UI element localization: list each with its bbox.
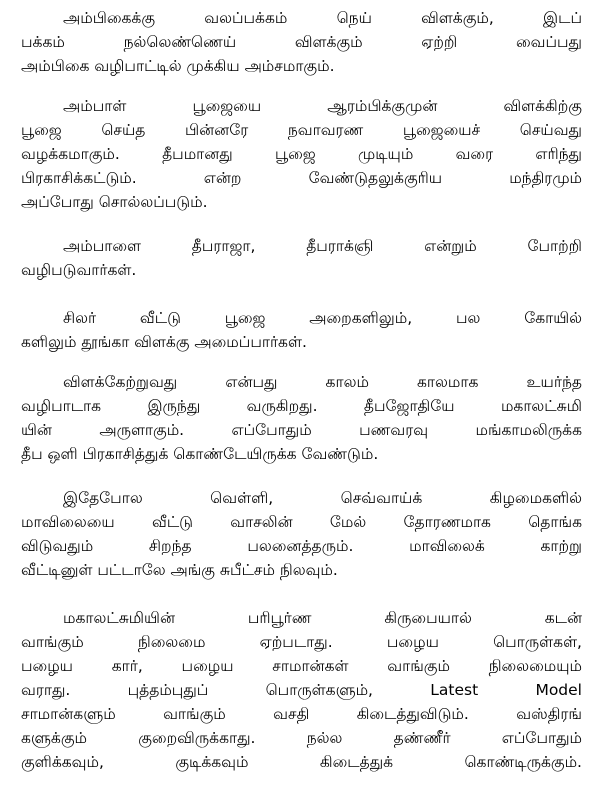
text-line: விடுவதும் சிறந்த பலனைத்தரும். மாவிலைக் காற்று xyxy=(21,537,582,555)
paragraph-4 xyxy=(21,306,582,354)
text-line: பிரகாசிக்கட்டும். என்ற வேண்டுதலுக்குரிய மந்திரமும் xyxy=(21,169,582,187)
text-line: வழிபாடாக இருந்து வருகிறது. தீபஜோதியே மகாலட்சுமி xyxy=(21,397,582,415)
text-line: மகாலட்சுமியின் பரிபூர்ண கிருபையால் கடன் xyxy=(63,609,582,627)
text-line: களிலும் தூங்கா விளக்கு அமைப்பார்கள். xyxy=(21,333,307,351)
paragraph-3 xyxy=(21,234,582,282)
text-line: அம்பாள் பூஜையை ஆரம்பிக்குமுன் விளக்கிற்கு xyxy=(63,97,582,115)
paragraph-5 xyxy=(21,370,582,466)
paragraph-7 xyxy=(21,606,582,774)
text-line: இதேபோல வெள்ளி, செவ்வாய்க் கிழமைகளில் xyxy=(63,489,582,507)
text-line: அம்பிகைக்கு வலப்பக்கம் நெய் விளக்கும், இடப் xyxy=(63,9,582,27)
text-line: களுக்கும் குறைவிருக்காது. நல்ல தண்ணீர் எப்போதும் xyxy=(21,729,582,747)
text-line: வழக்கமாகும். தீபமானது பூஜை முடியும் வரை எரிந்து xyxy=(21,145,582,163)
text-line: அப்போது சொல்லப்படும். xyxy=(21,193,208,211)
paragraph-6 xyxy=(21,486,582,582)
text-line: வீட்டினுள் பட்டாலே அங்கு சுபீட்சம் நிலவும். xyxy=(21,561,338,579)
paragraph-2 xyxy=(21,94,582,214)
text-line: பழைய கார், பழைய சாமான்கள் வாங்கும் நிலைமையும் xyxy=(21,657,582,675)
text-line: சிலர் வீட்டு பூஜை அறைகளிலும், பல கோயில் xyxy=(63,309,582,327)
paragraph-1 xyxy=(21,6,582,78)
text-line: மாவிலையை வீட்டு வாசலின் மேல் தோரணமாக தொங்க xyxy=(21,513,582,531)
text-line: சாமான்களும் வாங்கும் வசதி கிடைத்துவிடும். வஸ்திரங் xyxy=(21,705,582,723)
text-line: பக்கம் நல்லெண்ணெய் விளக்கும் ஏற்றி வைப்பது xyxy=(21,33,582,51)
text-line: அம்பாளை தீபராஜா, தீபராக்ஞி என்றும் போற்றி xyxy=(63,237,582,255)
text-line: பூஜை செய்த பின்னரே நவாவரண பூஜையைச் செய்வது xyxy=(21,121,582,139)
text-line: குளிக்கவும், குடிக்கவும் கிடைத்துக் கொண்டிருக்கும். xyxy=(21,753,582,771)
text-line: வழிபடுவார்கள். xyxy=(21,261,137,279)
text-line: வாங்கும் நிலைமை ஏற்படாது. பழைய பொருள்கள், xyxy=(21,633,582,651)
text-line: வராது. புத்தம்புதுப் பொருள்களும், Latest Model xyxy=(21,681,582,699)
text-line: விளக்கேற்றுவது என்பது காலம் காலமாக உயர்ந்த xyxy=(63,373,582,391)
text-line: அம்பிகை வழிபாட்டில் முக்கிய அம்சமாகும். xyxy=(21,57,335,75)
text-line: தீப ஒளி பிரகாசித்துக் கொண்டேயிருக்க வேண்டும். xyxy=(21,445,379,463)
text-line: யின் அருளாகும். எப்போதும் பணவரவு மங்காமலிருக்க xyxy=(21,421,582,439)
